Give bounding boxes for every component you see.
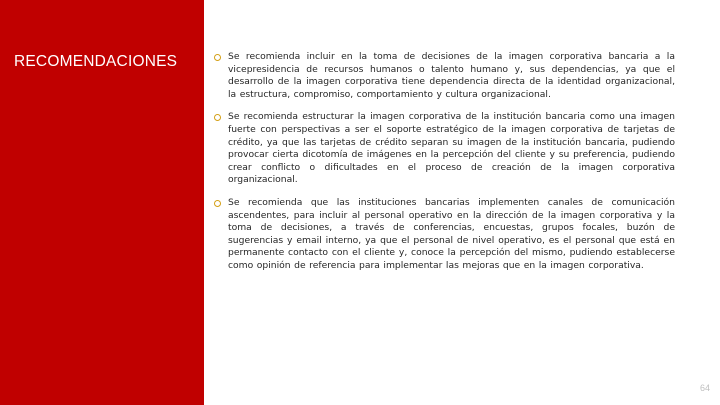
left-title-panel — [0, 0, 204, 405]
page-number: 64 — [699, 383, 710, 393]
recommendations-list — [214, 51, 675, 273]
section-title: RECOMENDACIONES — [14, 53, 178, 70]
list-item-text: Se recomienda que las instituciones bancarias implementen canales de comunicación ascendentes, para incluir al personal operativo en la dirección de la imagen corporativa y la toma de decisiones, a través de conferencias, encuestas, grupos focales, buzón de sugerencias y email interno, ya que el personal de nivel operativo, es el personal que está en permanente contacto con el cliente y, conoce la percepción del mismo, pudiendo establecerse como opinión de referencia para implementar las mejoras que en la imagen corporativa. — [228, 196, 675, 271]
circle-bullet-icon — [214, 54, 221, 61]
list-item — [214, 197, 675, 273]
circle-bullet-icon — [214, 114, 221, 121]
circle-bullet-icon — [214, 200, 221, 207]
list-item — [214, 51, 675, 101]
list-item-text: Se recomienda incluir en la toma de decisiones de la imagen corporativa bancaria a la vicepresidencia de recursos humanos o talento humano y, sus dependencias, ya que el desarrollo de la imagen corporativa tiene dependencia directa de la identidad organizacional, la estructura, compromiso, comportamiento y cultura organizacional. — [228, 51, 675, 100]
list-item — [214, 111, 675, 187]
list-item-text: Se recomienda estructurar la imagen corporativa de la institución bancaria como una imagen fuerte con perspectivas a ser el soporte estratégico de la imagen corporativa de tarjetas de crédito, ya que las tarjetas de crédito separan su imagen de la institución bancaria, pudiendo provocar cierta dicotomía de imágenes en la percepción del cliente y su preferencia, pudiendo crear conflicto o dificultades en el proceso de creación de la imagen corporativa organizacional. — [228, 111, 675, 186]
